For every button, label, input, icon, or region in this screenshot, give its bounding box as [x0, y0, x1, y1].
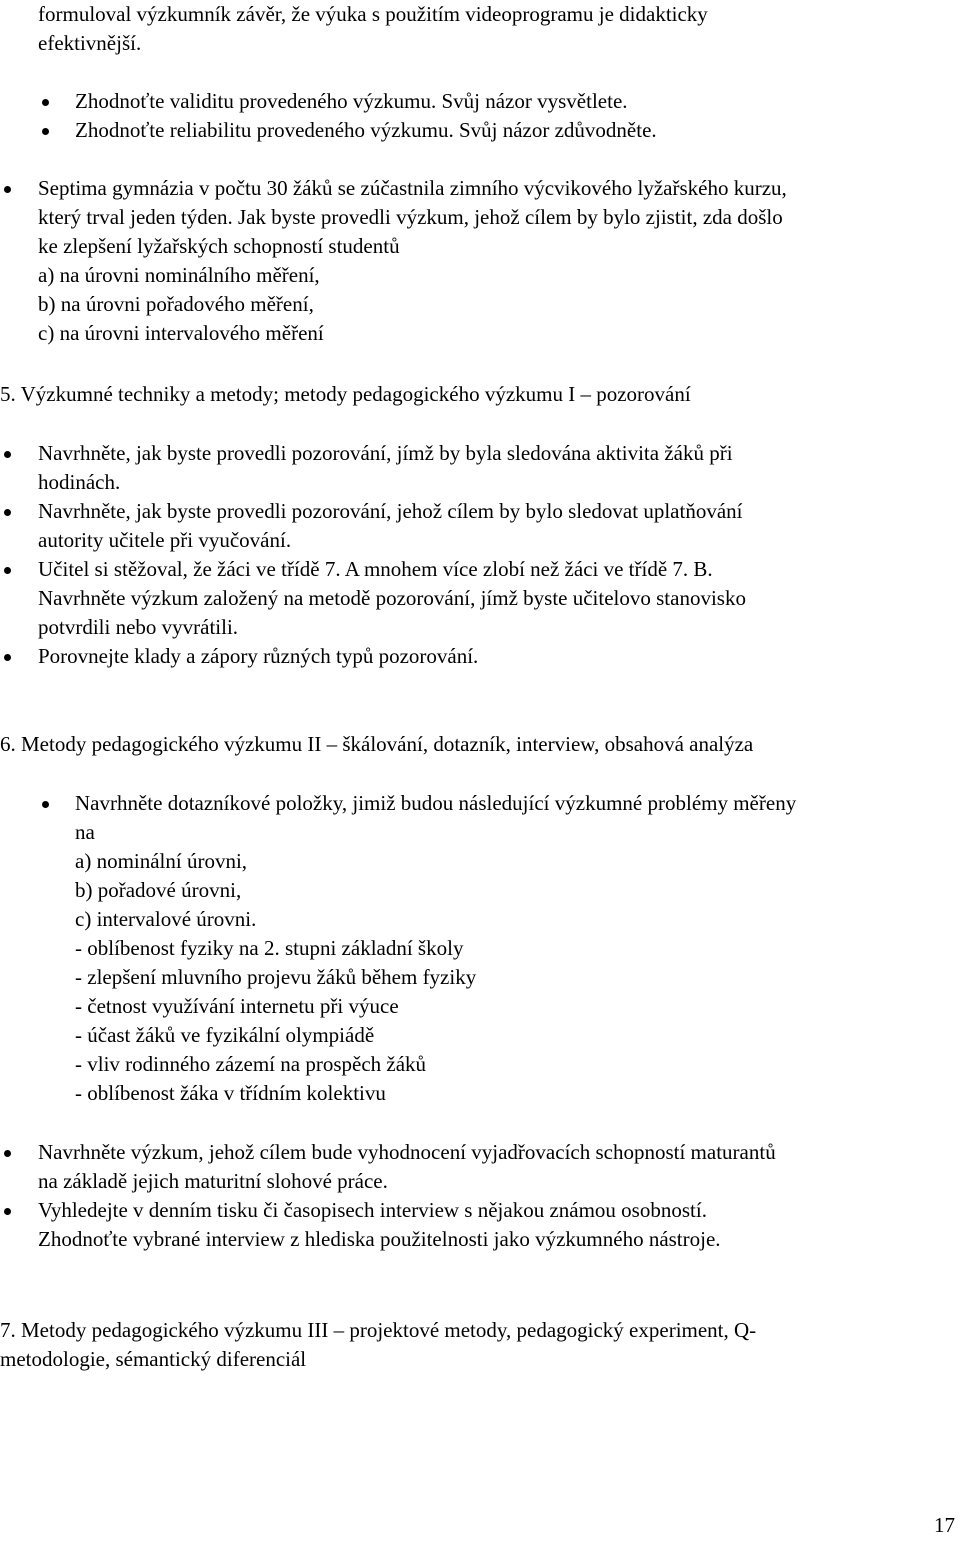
- bullet-icon: [4, 1208, 11, 1215]
- intro-line: formuloval výzkumník závěr, že výuka s použitím videoprogramu je didakticky: [38, 2, 708, 26]
- paragraph-line: a) nominální úrovni,: [75, 849, 248, 873]
- paragraph-line: na základě jejich maturitní slohové práce.: [38, 1169, 388, 1193]
- paragraph-line: c) intervalové úrovni.: [75, 907, 257, 931]
- paragraph-line: c) na úrovni intervalového měření: [38, 321, 324, 345]
- bullet-icon: [42, 99, 49, 106]
- list-item: Navrhněte dotazníkové položky, jimiž budou následující výzkumné problémy měřeny: [75, 791, 797, 815]
- list-item: Porovnejte klady a zápory různých typů pozorování.: [38, 644, 479, 668]
- intro-line: efektivnější.: [38, 31, 142, 55]
- problem-line: - četnost využívání internetu při výuce: [75, 994, 399, 1018]
- section-heading: 5. Výzkumné techniky a metody; metody pedagogického výzkumu I – pozorování: [0, 382, 691, 406]
- bullet-icon: [4, 186, 11, 193]
- list-item: Navrhněte, jak byste provedli pozorování, jímž by byla sledována aktivita žáků při: [38, 441, 733, 465]
- problem-line: - účast žáků ve fyzikální olympiádě: [75, 1023, 375, 1047]
- bullet-icon: [42, 128, 49, 135]
- bullet-icon: [4, 1150, 11, 1157]
- paragraph-line: Zhodnoťte vybrané interview z hlediska použitelnosti jako výzkumného nástroje.: [38, 1227, 721, 1251]
- list-item: Navrhněte výzkum, jehož cílem bude vyhodnocení vyjadřovacích schopností maturantů: [38, 1140, 776, 1164]
- list-item: Zhodnoťte validitu provedeného výzkumu. Svůj názor vysvětlete.: [75, 89, 628, 113]
- paragraph-line: ke zlepšení lyžařských schopností studentů: [38, 234, 400, 258]
- problem-line: - oblíbenost žáka v třídním kolektivu: [75, 1081, 386, 1105]
- problem-line: - oblíbenost fyziky na 2. stupni základní školy: [75, 936, 464, 960]
- section-heading: 7. Metody pedagogického výzkumu III – projektové metody, pedagogický experiment, Q-: [0, 1318, 757, 1342]
- paragraph-line: který trval jeden týden. Jak byste provedli výzkum, jehož cílem by bylo zjistit, zda došlo: [38, 205, 783, 229]
- paragraph-line: potvrdili nebo vyvrátili.: [38, 615, 239, 639]
- paragraph-line: b) pořadové úrovni,: [75, 878, 242, 902]
- list-item: Navrhněte, jak byste provedli pozorování, jehož cílem by bylo sledovat uplatňování: [38, 499, 743, 523]
- bullet-icon: [4, 451, 11, 458]
- section-heading: metodologie, sémantický diferenciál: [0, 1347, 307, 1371]
- paragraph-line: hodinách.: [38, 470, 121, 494]
- paragraph-line: Navrhněte výzkum založený na metodě pozorování, jímž byste učitelovo stanovisko: [38, 586, 746, 610]
- list-item: Septima gymnázia v počtu 30 žáků se zúčastnila zimního výcvikového lyžařského kurzu,: [38, 176, 787, 200]
- paragraph-line: na: [75, 820, 95, 844]
- list-item: Vyhledejte v denním tisku či časopisech interview s nějakou známou osobností.: [38, 1198, 707, 1222]
- list-item: Zhodnoťte reliabilitu provedeného výzkumu. Svůj názor zdůvodněte.: [75, 118, 657, 142]
- paragraph-line: autority učitele při vyučování.: [38, 528, 292, 552]
- page-number: 17: [934, 1513, 955, 1537]
- problem-line: - vliv rodinného zázemí na prospěch žáků: [75, 1052, 427, 1076]
- bullet-icon: [4, 654, 11, 661]
- bullet-icon: [4, 567, 11, 574]
- section-heading: 6. Metody pedagogického výzkumu II – škálování, dotazník, interview, obsahová analýza: [0, 732, 754, 756]
- list-item: Učitel si stěžoval, že žáci ve třídě 7. A mnohem více zlobí než žáci ve třídě 7. B.: [38, 557, 713, 581]
- paragraph-line: b) na úrovni pořadového měření,: [38, 292, 314, 316]
- bullet-icon: [4, 509, 11, 516]
- problem-line: - zlepšení mluvního projevu žáků během fyziky: [75, 965, 477, 989]
- bullet-icon: [42, 801, 49, 808]
- paragraph-line: a) na úrovni nominálního měření,: [38, 263, 320, 287]
